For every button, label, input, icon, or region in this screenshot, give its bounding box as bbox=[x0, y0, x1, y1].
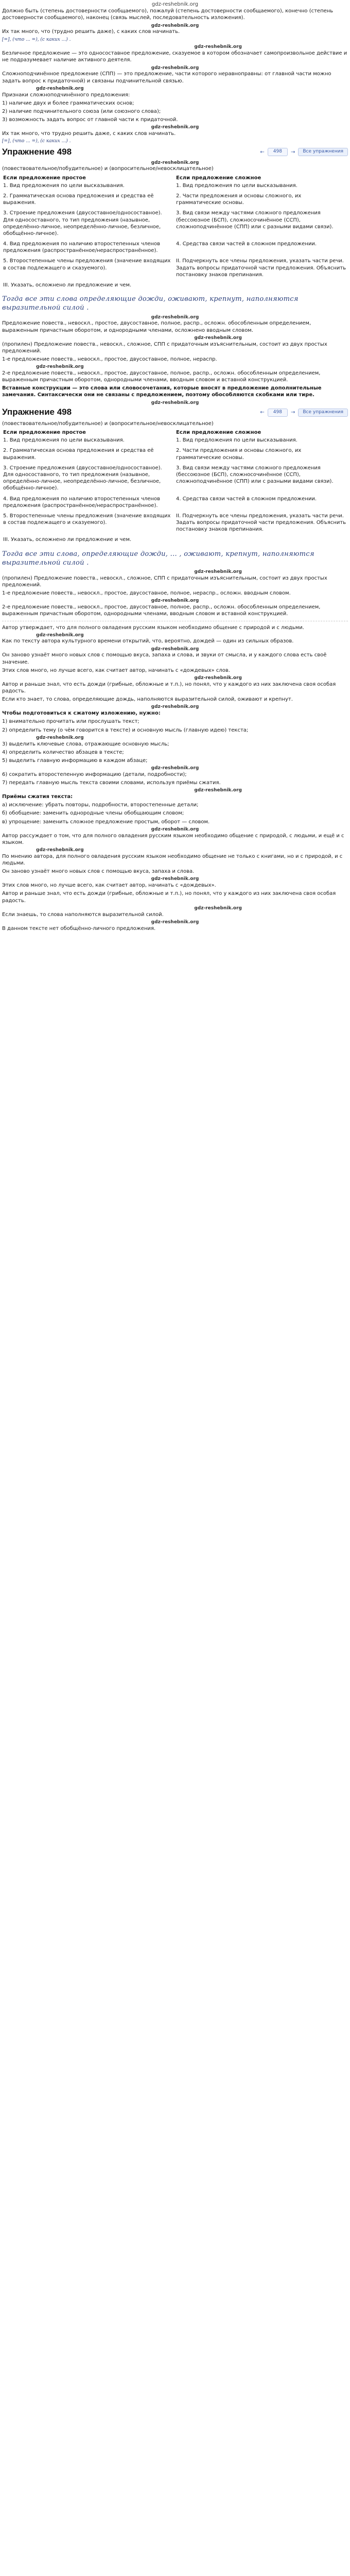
exercise-title: Упражнение 498 bbox=[2, 147, 72, 157]
chevron-right-icon[interactable]: → bbox=[290, 149, 295, 155]
table-cell-left: 4. Вид предложения по наличию второстепенных членов предложения (распространённое/нераспространённое). bbox=[3, 496, 160, 509]
question-paragraph: Он заново узнаёт много новых слов с помощью вкуса, запаха и слова. bbox=[2, 869, 195, 875]
question-paragraph: б) обобщение: заменить однородные члены обобщающим словом; bbox=[2, 810, 184, 817]
table-cell-right: 2. Части предложения и основы сложного, их грамматические основы. bbox=[176, 193, 302, 206]
watermark: gdz-reshebnik.org bbox=[151, 125, 199, 130]
table-cell-left: 4. Вид предложения по наличию второстепенных членов предложения (распространённое/нераспространённое). bbox=[3, 241, 160, 254]
comparison-table bbox=[2, 174, 348, 292]
intro-paragraph: Их так много, что трудно решить даже, с каких слов начинать. bbox=[2, 131, 176, 137]
watermark: gdz-reshebnik.org bbox=[151, 919, 199, 925]
chevron-left-icon[interactable]: ← bbox=[260, 149, 265, 155]
table-row bbox=[2, 209, 348, 240]
table-cell-left: 3. Строение предложения (двусоставное/односоставное). Для односоставного, то тип предложения (назывное, определённо-личное, неопределённо-личное, безличное, обобщённо-личное). bbox=[3, 210, 162, 236]
watermark: gdz-reshebnik.org bbox=[194, 44, 242, 50]
site-domain: gdz-reshebnik.org bbox=[151, 2, 199, 7]
watermark: gdz-reshebnik.org bbox=[36, 86, 84, 91]
watermark: gdz-reshebnik.org bbox=[151, 766, 199, 771]
sentence-types-line: (повествовательное/побудительное) и (вопросительное/невосклицательное) bbox=[2, 420, 214, 427]
analysis-paragraph: Предложение повеств., невоскл., простое, двусоставное, полное, распр., осложн. обособленным определением, выраженным причастным оборотом, и однородными членами, осложнено вводным словом. bbox=[2, 320, 311, 333]
question-paragraph: а) исключение: убрать повторы, подробности, второстепенные детали; bbox=[2, 802, 199, 808]
all-exercises-button[interactable]: Все упражнения bbox=[298, 409, 348, 417]
watermark: gdz-reshebnik.org bbox=[151, 160, 199, 165]
intro-paragraph: Должно быть (степень достоверности сообщаемого), пожалуй (степень достоверности сообщаемого), конечно (степень достоверности сообщаемого), наконец (связь мыслей, последовательность изложения). bbox=[2, 8, 334, 21]
exercise-nav bbox=[260, 148, 348, 156]
exercise-nav bbox=[260, 409, 348, 417]
definition-bold: Вставные конструкции — это слова или словосочетания, которые вносят в предложение дополнительные замечания. Синтаксически они не связаны с предложением, поэтому обособляются скобками или тире. bbox=[2, 385, 322, 398]
question-paragraph: 1) внимательно прочитать или прослушать текст; bbox=[2, 719, 139, 725]
question-paragraph: Если знаешь, то слова наполняются выразительной силой. bbox=[2, 911, 164, 918]
table-row bbox=[2, 447, 348, 464]
question-paragraph: 4) определить количество абзацев в тексте; bbox=[2, 749, 124, 755]
table-row bbox=[2, 512, 348, 536]
table-cell-right: II. Подчеркнуть все члены предложения, указать части речи. Задать вопросы придаточной части предложения. Объяснить постановку знаков препинания. bbox=[176, 258, 346, 278]
sentence-types-line: (повествовательное/побудительное) и (вопросительное/невосклицательное) bbox=[2, 166, 214, 172]
watermark: gdz-reshebnik.org bbox=[151, 314, 199, 320]
question-paragraph: 7) передать главную мысль текста своими словами, используя приёмы сжатия. bbox=[2, 780, 221, 786]
watermark: gdz-reshebnik.org bbox=[36, 632, 84, 638]
watermark: gdz-reshebnik.org bbox=[194, 569, 242, 574]
table-cell-right: 4. Средства связи частей в сложном предложении. bbox=[176, 496, 317, 502]
question-paragraph: Автор и раньше знал, что есть дожди (грибные, обложные и т.п.), но понял, что у каждого из них заключена своя особая радость. bbox=[2, 681, 336, 694]
comparison-table-repeat bbox=[2, 429, 348, 547]
question-paragraph: Этих слов много, но лучше всего, как считает автор, начинать с «дождевых». bbox=[2, 883, 216, 889]
watermark: gdz-reshebnik.org bbox=[194, 905, 242, 911]
question-paragraph: Если кто знает, то слова, определяющие дождь, наполняются выразительной силой, оживают и крепнут. bbox=[2, 697, 293, 703]
table-cell-left: 1. Вид предложения по цели высказывания. bbox=[3, 437, 125, 444]
table-cell-left: III. Указать, осложнено ли предложение и чем. bbox=[3, 537, 132, 543]
exercise-number[interactable]: 498 bbox=[268, 409, 288, 417]
chevron-right-icon[interactable]: → bbox=[290, 410, 295, 416]
table-row bbox=[2, 536, 348, 546]
table-cell-right: 1. Вид предложения по цели высказывания. bbox=[176, 182, 297, 189]
handwritten-sentence: Тогда все эти слова, определяющие дожди, ... , оживают, крепнут, наполняются выразительной силой . bbox=[2, 550, 314, 567]
table-row bbox=[2, 182, 348, 192]
table-row bbox=[2, 495, 348, 512]
table-header-simple: Если предложение простое bbox=[3, 175, 86, 181]
table-cell-right bbox=[175, 536, 348, 546]
question-paragraph: Автор утверждает, что для полного овладения русским языком необходимо общение с природой и с людьми. bbox=[2, 624, 304, 631]
table-cell-right: 1. Вид предложения по цели высказывания. bbox=[176, 437, 297, 444]
watermark: gdz-reshebnik.org bbox=[194, 675, 242, 681]
block-intro bbox=[0, 8, 350, 145]
intro-paragraph: Их так много, что (трудно решить даже), с каких слов начинать. bbox=[2, 29, 180, 35]
question-paragraph: В данном тексте нет обобщённо-личного предложения. bbox=[2, 925, 156, 931]
intro-paragraph: 3) возможность задать вопрос от главной части к придаточной. bbox=[2, 117, 178, 123]
questions-block bbox=[0, 624, 350, 932]
watermark: gdz-reshebnik.org bbox=[151, 704, 199, 710]
table-header-simple: Если предложение простое bbox=[3, 430, 86, 436]
watermark: gdz-reshebnik.org bbox=[151, 826, 199, 832]
watermark: gdz-reshebnik.org bbox=[151, 598, 199, 604]
intro-paragraph: 2) наличие подчинительного союза (или союзного слова); bbox=[2, 108, 161, 114]
table-row bbox=[2, 464, 348, 495]
table-cell-right: 3. Вид связи между частями сложного предложения (бессоюзное (БСП), сложносочинённое (ССП), сложноподчинённое (СПП) или с разными видами связи). bbox=[176, 210, 334, 230]
table-header-complex: Если предложение сложное bbox=[176, 175, 261, 181]
table-cell-right: 3. Вид связи между частями сложного предложения (бессоюзное (БСП), сложносочинённое (ССП), сложноподчинённое (СПП) или с разными видами связи). bbox=[176, 465, 334, 485]
watermark: gdz-reshebnik.org bbox=[36, 364, 84, 370]
analysis-paragraph: 2-е предложение повеств., невоскл., простое, двусоставное, полное, распр., осложн. обособленным определением, выраженным причастным оборотом, однородными членами, вводным словом и вставной конструкцией. bbox=[2, 604, 321, 617]
intro-paragraph: Безличное предложение — это односоставное предложение, сказуемое в котором обозначает самопроизвольное действие и не подразумевает наличие активного деятеля. bbox=[2, 50, 347, 63]
question-paragraph: Приёмы сжатия текста: bbox=[2, 794, 73, 800]
table-cell-right: 2. Части предложения и основы сложного, их грамматические основы. bbox=[176, 448, 302, 461]
analysis-paragraph: 1-е предложение повеств., невоскл., простое, двусоставное, полное, нераспр. bbox=[2, 356, 217, 362]
watermark: gdz-reshebnik.org bbox=[151, 876, 199, 882]
analysis-paragraph: 2-е предложение повеств., невоскл., простое, двусоставное, полное, распр., осложн. обособленным определением, выраженным причастным оборотом, однородными членами, вводным словом и вставной конструкцией. bbox=[2, 370, 321, 383]
handwritten-schema: [=], (что ... =), (с каких ...) . bbox=[2, 139, 71, 144]
question-paragraph: Как по тексту автора культурного времени открытий, что, вероятно, дождей — один из сильных образов. bbox=[2, 638, 294, 645]
question-paragraph: Чтобы подготовиться к сжатому изложению, нужно: bbox=[2, 710, 161, 717]
question-paragraph: 5) выделить главную информацию в каждом абзаце; bbox=[2, 757, 148, 764]
question-paragraph: в) упрощение: заменить сложное предложение простым, оборот — словом. bbox=[2, 819, 210, 825]
watermark: gdz-reshebnik.org bbox=[36, 848, 84, 853]
table-cell-right: 4. Средства связи частей в сложном предложении. bbox=[176, 241, 317, 247]
question-paragraph: 2) определить тему (о чём говорится в тексте) и основную мысль (главную идею) текста; bbox=[2, 727, 249, 733]
question-paragraph: Автор и раньше знал, что есть дожди (грибные, обложные и т.п.), но понял, что у каждого из них заключена своя особая радость. bbox=[2, 891, 336, 904]
watermark: gdz-reshebnik.org bbox=[151, 400, 199, 405]
question-paragraph: 6) сократить второстепенную информацию (детали, подробности); bbox=[2, 771, 187, 777]
table-cell-left: 5. Второстепенные члены предложения (значение входящих в состав подлежащего и сказуемого). bbox=[3, 513, 171, 526]
question-paragraph: Он заново узнаёт много новых слов с помощью вкуса, запаха и слова, и звуки от смысла, и у каждого слова есть своё значение. bbox=[2, 652, 327, 665]
watermark: gdz-reshebnik.org bbox=[194, 335, 242, 341]
analysis-paragraph: (пропилен) Предложение повеств., невоскл., сложное, СПП с придаточным изъяснительным, состоит из двух простых предложений. bbox=[2, 575, 327, 588]
exercise-header-repeat bbox=[2, 406, 348, 418]
analysis-paragraph: 1-е предложение повеств., невоскл., простое, двусоставное, полное, нераспр., осложн. вводным словом. bbox=[2, 590, 291, 597]
table-cell-left: 2. Грамматическая основа предложения и средства её выражения. bbox=[3, 193, 154, 206]
watermark: gdz-reshebnik.org bbox=[36, 735, 84, 740]
table-cell-right: II. Подчеркнуть все члены предложения, указать части речи. Задать вопросы придаточной части предложения. Объяснить постановку знаков препинания. bbox=[176, 513, 346, 533]
table-cell-left: III. Указать, осложнено ли предложение и чем. bbox=[3, 282, 132, 289]
intro-paragraph: Сложноподчинённое предложение (СПП) — это предложение, части которого неравноправны: от главной части можно задать вопрос к придаточной) и связаны подчинительной связью. bbox=[2, 71, 331, 84]
table-cell-left: 3. Строение предложения (двусоставное/односоставное). Для односоставного, то тип предложения (назывное, определённо-личное, неопределённо-личное, безличное, обобщённо-личное). bbox=[3, 465, 162, 492]
table-cell-left: 1. Вид предложения по цели высказывания. bbox=[3, 182, 125, 189]
question-paragraph: Автор рассуждает о том, что для полного овладения русским языком необходимо общение с природой, с людьми, и ещё и с языком. bbox=[2, 833, 344, 845]
analysis-paragraph: (пропилен) Предложение повеств., невоскл., сложное, СПП с придаточным изъяснительным, состоит из двух простых предложений. bbox=[2, 341, 327, 354]
chevron-left-icon[interactable]: ← bbox=[260, 410, 265, 416]
watermark: gdz-reshebnik.org bbox=[194, 788, 242, 793]
exercise-title: Упражнение 498 bbox=[2, 407, 72, 417]
table-row bbox=[2, 240, 348, 257]
all-exercises-button[interactable]: Все упражнения bbox=[298, 148, 348, 156]
exercise-number[interactable]: 498 bbox=[268, 148, 288, 156]
watermark: gdz-reshebnik.org bbox=[151, 23, 199, 28]
table-row bbox=[2, 192, 348, 209]
table-cell-left: 5. Второстепенные члены предложения (значение входящих в состав подлежащего и сказуемого). bbox=[3, 258, 171, 271]
table-row bbox=[2, 281, 348, 292]
watermark: gdz-reshebnik.org bbox=[151, 65, 199, 71]
question-paragraph: По мнению автора, для полного овладения русским языком необходимо общение не только с книгами, но и с природой, и с людьми. bbox=[2, 853, 343, 866]
exercise-header bbox=[2, 146, 348, 158]
table-row bbox=[2, 257, 348, 281]
table-cell-left: 2. Грамматическая основа предложения и средства её выражения. bbox=[3, 448, 154, 461]
table-cell-right bbox=[175, 281, 348, 292]
handwritten-schema: [=], (что ... =), (с каких ...) . bbox=[2, 37, 71, 42]
question-paragraph: 3) выделить ключевые слова, отражающие основную мысль; bbox=[2, 741, 169, 747]
page bbox=[0, 0, 350, 934]
handwritten-sentence: Тогда все эти слова определяющие дожди, оживают, крепнут, наполняются выразительной силой . bbox=[2, 295, 299, 312]
table-header-complex: Если предложение сложное bbox=[176, 430, 261, 436]
question-paragraph: Этих слов много, но лучше всего, как считает автор, начинать с «дождевых» слов. bbox=[2, 667, 230, 673]
intro-paragraph: Признаки сложноподчинённого предложения: bbox=[2, 92, 130, 98]
table-row bbox=[2, 436, 348, 447]
watermark: gdz-reshebnik.org bbox=[151, 646, 199, 652]
intro-paragraph: 1) наличие двух и более грамматических основ; bbox=[2, 100, 134, 106]
